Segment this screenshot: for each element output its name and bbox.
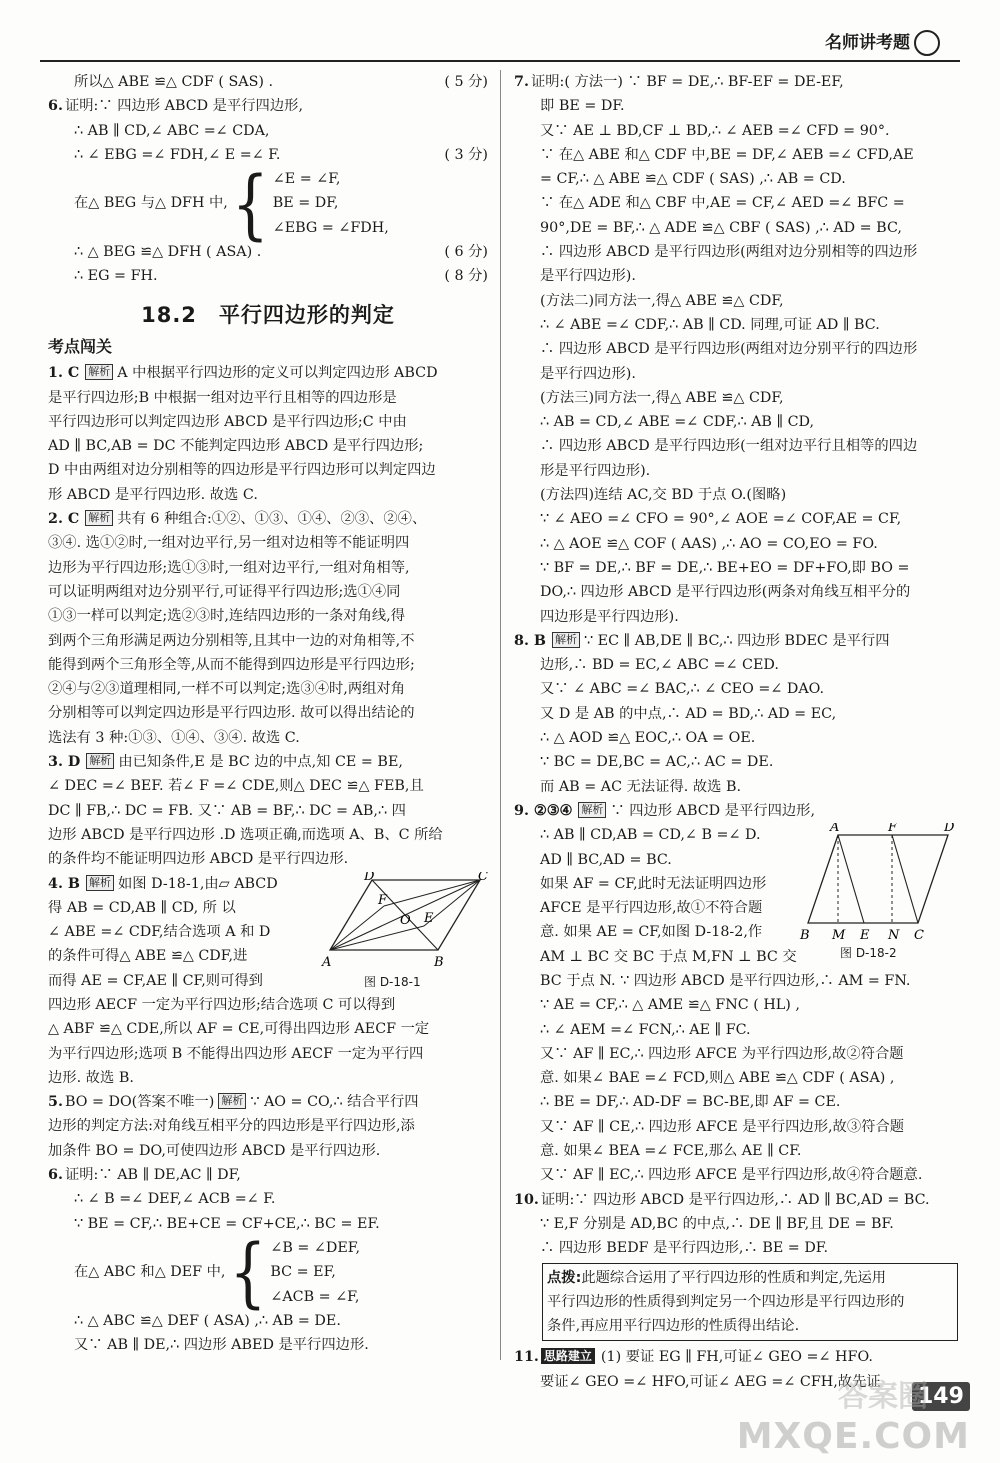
left-column	[48, 70, 488, 1357]
page-header	[825, 28, 940, 56]
q9-block	[514, 799, 958, 969]
brace-icon: {	[229, 1228, 267, 1317]
question-number: 3. D	[48, 754, 81, 771]
q7-line: (方法四)连结 AC,交 BD 于点 O.(图略)	[540, 487, 787, 504]
q3-line: ∠ DEC =∠ BEF. 若∠ F =∠ CDE,则△ DEC ≌△ FEB,且	[48, 778, 424, 795]
q4-line: ∠ ABE =∠ CDF,结合选项 A 和 D	[48, 924, 271, 941]
brace-prefix: 在△ ABC 和△ DEF 中,	[74, 1264, 226, 1281]
brace-condition: BE = DF,	[272, 195, 339, 212]
q4-line: 的条件可得△ ABE ≌△ CDF,进	[48, 948, 248, 965]
q9-line: ∴ BE = DF,∴ AD-DF = BC-BE,即 AF = CE.	[540, 1094, 841, 1111]
q3-line: 的条件均不能证明四边形 ABCD 是平行四边形.	[48, 851, 349, 868]
figure-d-18-2	[798, 823, 958, 963]
q11-line: 要证∠ GEO =∠ HFO,可证∠ AEG =∠ CFH,故先证	[540, 1373, 881, 1390]
q10-line: ∴ 四边形 BEDF 是平行四边形,∴ BE = DF.	[540, 1240, 829, 1257]
q7-line: ∴ AB = CD,∠ ABE =∠ CDF,∴ AB ∥ CD,	[540, 414, 815, 431]
q4-line: 4. B 解析 如图 D-18-1,由▱ ABCD	[48, 875, 278, 892]
q2-line: ①③一样可以判定;选②③时,连结四边形的一条对角线,得	[48, 608, 406, 625]
brand-logo-icon	[914, 30, 940, 56]
q11-line: 11. 思路建立 (1) 要证 EG ∥ FH,可证∠ GEO =∠ HFO.	[514, 1349, 873, 1366]
q7-line: 又∵ AE ⊥ BD,CF ⊥ BD,∴ ∠ AEB =∠ CFD = 90°.	[540, 122, 890, 139]
q6b-line: 又∵ AB ∥ DE,∴ 四边形 ABED 是平行四边形.	[74, 1337, 369, 1354]
q10-line: ∵ E,F 分别是 AD,BC 的中点,∴ DE ∥ BF,且 DE = BF.	[540, 1215, 894, 1232]
q2-line: 选法有 3 种:①③、①④、③④. 故选 C.	[48, 729, 300, 746]
q7-line: ∴ 四边形 ABCD 是平行四边形(一组对边平行且相等的四边	[540, 438, 918, 455]
answer-line: 所以△ ABE ≌△ CDF ( SAS) . ( 5 分)	[48, 70, 488, 94]
question-number: 5.	[48, 1094, 63, 1111]
q9-line: AM ⊥ BC 交 BC 于点 M,FN ⊥ BC 交	[540, 948, 797, 965]
q1-line: 形 ABCD 是平行四边形. 故选 C.	[48, 486, 258, 503]
vertex-label: C	[478, 871, 488, 884]
q2-line: ③④. 选①②时,一组对边平行,另一组对边相等不能证明四	[48, 535, 410, 552]
parallelogram-figure	[320, 872, 488, 972]
header-rule	[40, 60, 960, 62]
q8-line: 边形,∴ BD = EC,∠ ABC =∠ CED.	[540, 657, 779, 674]
q7-line: (方法三)同方法一,得△ ABE ≌△ CDF,	[540, 389, 784, 406]
q9-line: ∴ ∠ AEM =∠ FCN,∴ AE ∥ FC.	[540, 1021, 751, 1038]
header-title: 名师讲考题	[825, 33, 910, 53]
q8-line: 8. B 解析 ∵ EC ∥ AB,DE ∥ BC,∴ 四边形 BDEC 是平行四	[514, 632, 890, 649]
analysis-tag: 解析	[218, 1093, 246, 1109]
question-number: 2. C	[48, 511, 80, 528]
vertex-label: E	[424, 910, 434, 926]
q1-line: 平行四边形可以判定四边形 ABCD 是平行四边形;C 中由	[48, 413, 407, 430]
vertex-label: D	[364, 871, 375, 884]
question-number: 7.	[514, 74, 529, 90]
column-divider	[500, 70, 501, 1360]
q9-line: 意. 如果∠ BEA =∠ FCE,那么 AE ∥ CF.	[540, 1143, 802, 1160]
q7-line: DO,∴ 四边形 ABCD 是平行四边形(两条对角线互相平分的	[540, 584, 911, 601]
q2-line: 能得到两个三角形全等,从而不能得到四边形是平行四边形;	[48, 656, 415, 673]
analysis-tag: 解析	[86, 875, 114, 891]
q9-line: 又∵ AF ∥ CE,∴ 四边形 AFCE 是平行四边形,故③符合题	[540, 1118, 905, 1135]
page-number: 149	[912, 1382, 970, 1411]
approach-tag: 思路建立	[541, 1348, 595, 1364]
q8-line: 而 AB = AC 无法证得. 故选 B.	[540, 778, 742, 795]
question-number: 6.	[48, 1167, 63, 1184]
q7-line: 7. 证明:( 方法一) ∵ BF = DE,∴ BF-EF = DE-EF,	[514, 74, 844, 90]
q4-line: 边形. 故选 B.	[48, 1069, 134, 1086]
q7-line: ∵ 在△ ABE 和△ CDF 中,BE = DF,∠ AEB =∠ CFD,AE	[540, 146, 914, 163]
q7-line: ∴ 四边形 ABCD 是平行四边形(两组对边分别相等的四边形	[540, 244, 918, 261]
vertex-label: B	[800, 927, 810, 943]
vertex-label: A	[322, 954, 332, 970]
q2-line: 分别相等可以判定四边形是平行四边形. 故可以得出结论的	[48, 705, 415, 722]
brace-condition: ∠E = ∠F,	[272, 171, 341, 188]
q8-line: 又∵ ∠ ABC =∠ BAC,∴ ∠ CEO =∠ DAO.	[540, 681, 825, 698]
score: ( 3 分)	[444, 146, 488, 163]
q9-line: 又∵ AF ∥ EC,∴ 四边形 AFCE 为平行四边形,故②符合题	[540, 1045, 904, 1062]
q4-block	[48, 872, 488, 993]
q6a-line: ∴ △ BEG ≌△ DFH ( ASA) . ( 6 分)	[48, 240, 488, 264]
q8-line: ∴ △ AOD ≌△ EOC,∴ OA = OE.	[540, 730, 756, 747]
q9-line: BC 于点 N. ∵ 四边形 ABCD 是平行四边形,∴ AM = FN.	[540, 972, 911, 989]
q2-line: 到两个三角形满足两边分别相等,且其中一边的对角相等,不	[48, 632, 415, 649]
brace-condition: ∠EBG = ∠FDH,	[272, 219, 389, 236]
q9-line: AD ∥ BC,AD = BC.	[540, 851, 672, 868]
right-column	[514, 70, 958, 1394]
analysis-tag: 解析	[85, 510, 113, 526]
analysis-tag: 解析	[85, 364, 113, 380]
q2-line: 边形为平行四边形;选①③时,一组对边平行,一组对角相等,	[48, 559, 410, 576]
q7-line: ∵ 在△ ADE 和△ CBF 中,AE = CF,∠ AED =∠ BFC =	[540, 195, 905, 212]
watermark-logo: 答案圈	[838, 1379, 928, 1414]
vertex-label: E	[860, 927, 870, 943]
q1-line: D 中由两组对边分别相等的四边形是平行四边形可以判定四边	[48, 462, 436, 479]
vertex-label: C	[914, 927, 924, 943]
q9-line: ∵ AE = CF,∴ △ AME ≌△ FNC ( HL) ,	[540, 997, 800, 1014]
vertex-label: O	[400, 912, 411, 928]
q1-line: 是平行四边形;B 中根据一组对边平行且相等的四边形是	[48, 389, 397, 406]
brace-condition: ∠B = ∠DEF,	[270, 1239, 361, 1256]
question-number: 4. B	[48, 875, 80, 892]
q6a-line: ∴ EG = FH. ( 8 分)	[48, 264, 488, 288]
q5-line: 5. BO = DO(答案不唯一) 解析 ∵ AO = CO,∴ 结合平行四	[48, 1094, 419, 1111]
figure-d-18-1	[320, 872, 488, 990]
q7-line: 四边形是平行四边形).	[540, 608, 679, 625]
q4-line: 得 AB = CD,AB ∥ CD, 所 以	[48, 899, 236, 916]
q7-line: 是平行四边形).	[540, 365, 636, 382]
q7-line: ∴ 四边形 ABCD 是平行四边形(两组对边分别平行的四边形	[540, 341, 918, 358]
q6b-line: 6. 证明:∵ AB ∥ DE,AC ∥ DF,	[48, 1167, 241, 1184]
q2-line: 2. C 解析 共有 6 种组合:①②、①③、①④、②③、②④、	[48, 511, 427, 528]
q10-line: 10. 证明:∵ 四边形 ABCD 是平行四边形,∴ AD ∥ BC,AD = BC.	[514, 1191, 930, 1208]
q4-line: 为平行四边形;选项 B 不能得出四边形 AECF 一定为平行四	[48, 1045, 424, 1062]
vertex-label: M	[832, 927, 846, 943]
q6b-line: ∵ BE = CF,∴ BE+CE = CF+CE,∴ BC = EF.	[74, 1215, 380, 1232]
q2-line: 可以证明两组对边分别平行,可证得平行四边形;选①④同	[48, 583, 401, 600]
tip-line: 条件,再应用平行四边形的性质得出结论.	[547, 1318, 800, 1335]
q9-line: 如果 AF = CF,此时无法证明四边形	[540, 875, 767, 892]
question-number: 1. C	[48, 365, 80, 382]
q4-line: △ ABF ≌△ CDE,所以 AF = CE,可得出四边形 AECF 一定	[48, 1021, 430, 1038]
condition-brace	[74, 159, 488, 248]
analysis-tag: 解析	[578, 802, 606, 818]
q7-line: = CF,∴ △ ABE ≌△ CDF ( SAS) ,∴ AB = CD.	[540, 171, 846, 188]
tip-box	[542, 1263, 958, 1342]
q1-line: 1. C 解析 A 中根据平行四边形的定义可以判定四边形 ABCD	[48, 365, 438, 382]
brace-condition: BC = EF,	[270, 1264, 336, 1281]
vertex-label: F	[378, 892, 388, 908]
question-number: 10.	[514, 1191, 539, 1208]
q7-line: 90°,DE = BF,∴ △ ADE ≌△ CBF ( SAS) ,∴ AD = BC,	[540, 219, 902, 236]
brace-condition: ∠ACB = ∠F,	[270, 1288, 360, 1305]
question-number: 6.	[48, 98, 63, 115]
q4-line: 四边形 AECF 一定为平行四边形;结合选项 C 可以得到	[48, 996, 396, 1013]
brace-icon: {	[231, 159, 269, 248]
tip-label: 点拨:	[547, 1269, 582, 1286]
q7-line: (方法二)同方法一,得△ ABE ≌△ CDF,	[540, 292, 784, 309]
tip-line: 点拨:此题综合运用了平行四边形的性质和判定,先运用	[547, 1269, 887, 1286]
q7-line: ∴ △ AOE ≌△ COF ( AAS) ,∴ AO = CO,EO = FO.	[540, 535, 878, 552]
vertex-label: F	[888, 822, 898, 835]
q4-line: 而得 AE = CF,AE ∥ CF,则可得到	[48, 972, 263, 989]
figure-caption: 图 D-18-1	[364, 974, 421, 989]
question-number: 11.	[514, 1349, 539, 1366]
condition-brace	[74, 1228, 488, 1317]
q9-line: 意. 如果 AE = CF,如图 D-18-2,作	[540, 924, 763, 941]
q3-line: 3. D 解析 由已知条件,E 是 BC 边的中点,知 CE = BE,	[48, 754, 403, 771]
analysis-tag: 解析	[86, 753, 114, 769]
watermark: MXQE.COM	[736, 1416, 970, 1457]
q9-line: ∴ AB ∥ CD,AB = CD,∠ B =∠ D.	[540, 827, 761, 844]
score: ( 6 分)	[444, 244, 488, 261]
q9-line: 9. ②③④ 解析 ∵ 四边形 ABCD 是平行四边形,	[514, 802, 816, 819]
parallelogram-figure	[798, 823, 958, 943]
q9-line: 又∵ AF ∥ EC,∴ 四边形 AFCE 是平行四边形,故④符合题意.	[540, 1167, 923, 1184]
tip-line: 平行四边形的性质得到判定另一个四边形是平行四边形的	[547, 1293, 905, 1310]
q8-line: 又 D 是 AB 的中点,∴ AD = BD,∴ AD = EC,	[540, 705, 837, 722]
subsection-title: 考点闯关	[48, 336, 113, 356]
q7-line: ∵ BF = DE,∴ BF = DE,∴ BE+EO = DF+FO,即 BO =	[540, 559, 910, 576]
q2-line: ②④与②③道理相同,一样不可以判定;选③④时,两组对角	[48, 681, 406, 698]
q5-line: 边形的判定方法:对角线互相平分的四边形是平行四边形,添	[48, 1118, 415, 1135]
q3-line: DC ∥ FB,∴ DC = FB. 又∵ AB = BF,∴ DC = AB,∴ 四	[48, 802, 406, 819]
q9-line: AFCE 是平行四边形,故①不符合题	[540, 900, 763, 917]
q7-line: ∵ ∠ AEO =∠ CFO = 90°,∠ AOE =∠ COF,AE = CF,	[540, 511, 902, 528]
q7-line: ∴ ∠ ABE =∠ CDF,∴ AB ∥ CD. 同理,可证 AD ∥ BC.	[540, 316, 880, 333]
question-number: 9. ②③④	[514, 802, 573, 819]
q6a-line: 6. 证明:∵ 四边形 ABCD 是平行四边形,	[48, 98, 303, 115]
vertex-label: B	[434, 954, 444, 970]
q7-line: 即 BE = DF.	[540, 98, 625, 115]
q6b-line: ∴ ∠ B =∠ DEF,∠ ACB =∠ F.	[74, 1191, 276, 1208]
figure-caption: 图 D-18-2	[840, 945, 897, 960]
q8-line: ∵ BC = DE,BC = AC,∴ AC = DE.	[540, 754, 774, 771]
q6a-line: ∴ AB ∥ CD,∠ ABC =∠ CDA,	[74, 122, 270, 139]
score: ( 5 分)	[444, 74, 488, 90]
analysis-tag: 解析	[552, 632, 580, 648]
q6b-line: ∴ △ ABC ≌△ DEF ( ASA) ,∴ AB = DE.	[74, 1312, 341, 1329]
score: ( 8 分)	[444, 268, 488, 285]
q3-line: 边形 ABCD 是平行四边形 .D 选项正确,而选项 A、B、C 所给	[48, 826, 443, 843]
q7-line: 是平行四边形).	[540, 268, 636, 285]
vertex-label: D	[944, 822, 955, 835]
vertex-label: N	[888, 927, 900, 943]
section-title: 18.2 平行四边形的判定	[141, 302, 395, 327]
q9-line: 意. 如果∠ BAE =∠ FCD,则△ ABE ≌△ CDF ( ASA) ,	[540, 1070, 895, 1087]
q1-line: AD ∥ BC,AB = DC 不能判定四边形 ABCD 是平行四边形;	[48, 438, 424, 455]
q5-line: 加条件 BO = DO,可使四边形 ABCD 是平行四边形.	[48, 1142, 381, 1159]
q7-line: 形是平行四边形).	[540, 462, 651, 479]
question-number: 8. B	[514, 632, 546, 649]
brace-prefix: 在△ BEG 与△ DFH 中,	[74, 195, 228, 212]
q6a-line: ∴ ∠ EBG =∠ FDH,∠ E =∠ F. ( 3 分)	[48, 143, 488, 167]
vertex-label: A	[830, 822, 840, 835]
